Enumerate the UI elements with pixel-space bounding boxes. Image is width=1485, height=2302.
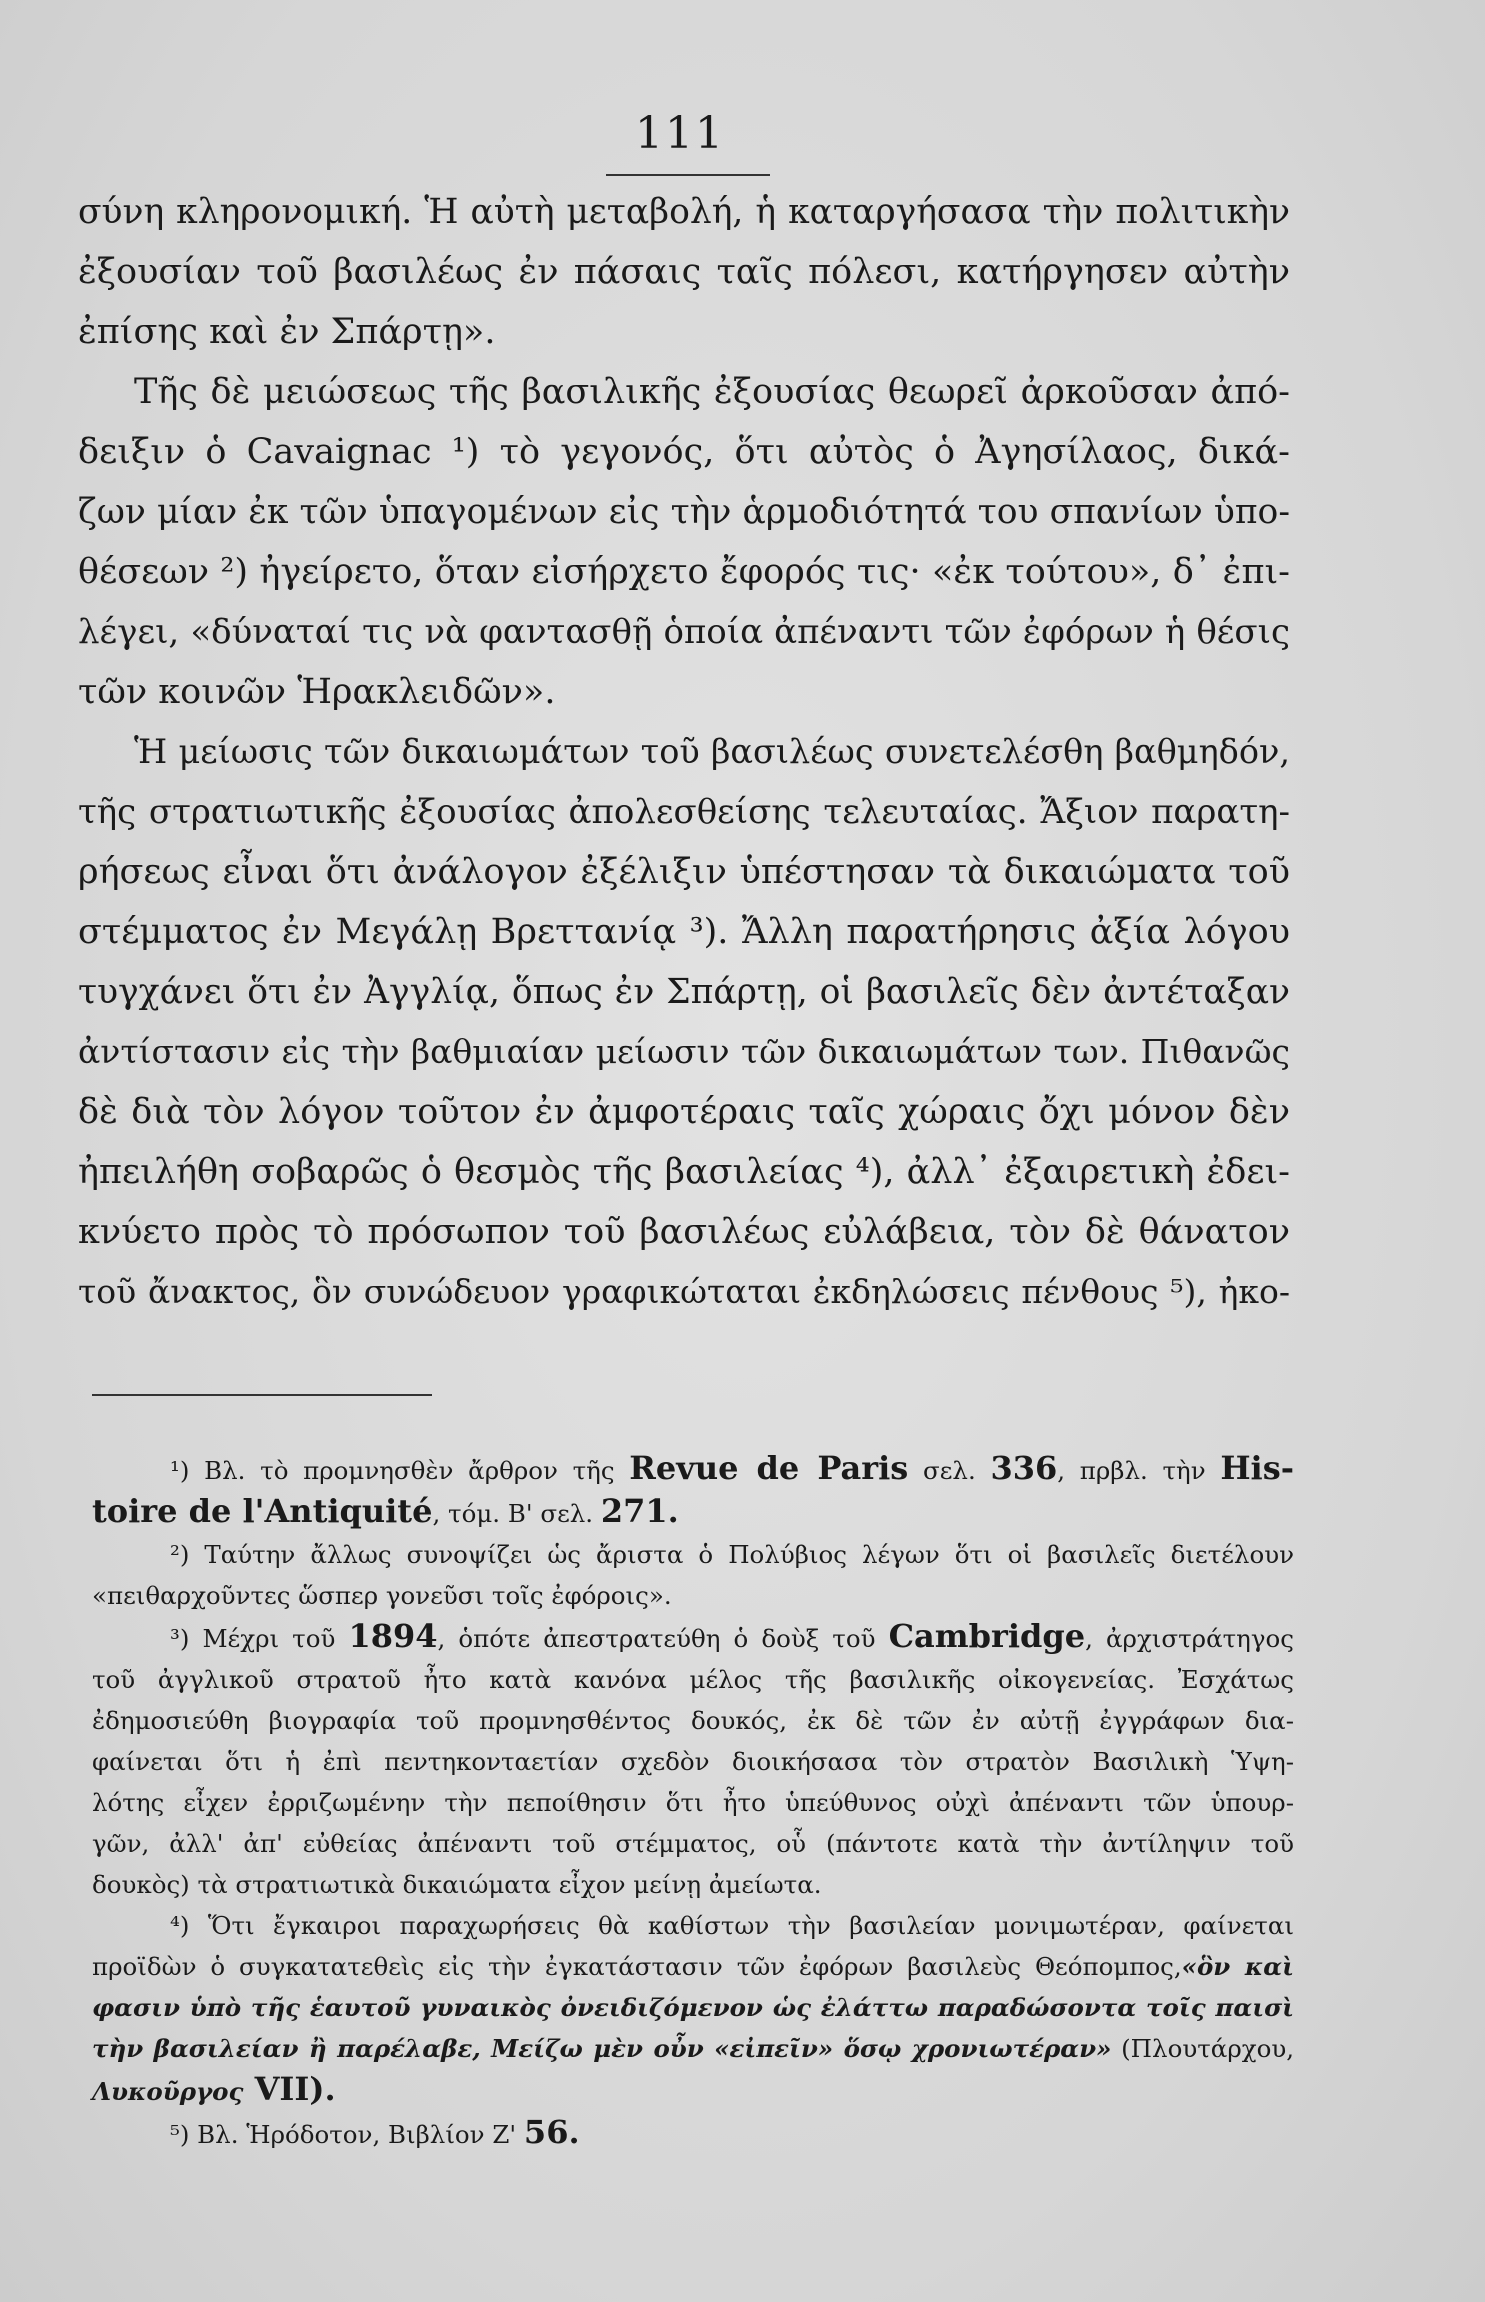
text-line: στέμματος ἐν Μεγάλῃ Βρεττανίᾳ ³). Ἄλλη παρατήρησις ἀξία λόγου	[78, 912, 1290, 952]
text-line: Ἡ μείωσις τῶν δικαιωμάτων τοῦ βασιλέως συνετελέσθη βαθμηδόν,	[134, 732, 1290, 771]
footnote-separator	[92, 1394, 432, 1396]
footnote-2-line-1: ²) Ταύτην ἄλλως συνοψίζει ὡς ἄριστα ὁ Πολύβιος λέγων ὅτι οἱ βασιλεῖς διετέλουν	[170, 1540, 1294, 1569]
footnotes	[92, 1448, 1294, 2155]
text-line: ἀντίστασιν εἰς τὴν βαθμιαίαν μείωσιν τῶν δικαιωμάτων των. Πιθανῶς	[78, 1032, 1290, 1071]
text-line: δὲ διὰ τὸν λόγον τοῦτον ἐν ἀμφοτέραις ταῖς χώραις ὄχι μόνον δὲν	[78, 1092, 1290, 1132]
page-number: 111	[635, 108, 725, 159]
footnote-3-line-1: ³) Μέχρι τοῦ 1894, ὁπότε ἀπεστρατεύθη ὁ δοὺξ τοῦ Cambridge, ἀρχιστράτηγος	[170, 1617, 1294, 1655]
footnote-3-line: δουκὸς) τὰ στρατιωτικὰ δικαιώματα εἶχον μείνῃ ἀμείωτα.	[92, 1870, 822, 1899]
footnote-2-line-2: «πειθαρχοῦντες ὥσπερ γονεῦσι τοῖς ἐφόροις».	[92, 1581, 672, 1610]
main-text	[78, 182, 1290, 1322]
footnote-4-line-2: προϊδὼν ὁ συγκατατεθεὶς εἰς τὴν ἐγκατάστασιν τῶν ἐφόρων βασιλεὺς Θεόπομπος,«ὃν καὶ	[92, 1952, 1294, 1981]
footnote-4-line-4: τὴν βασιλείαν ἢ παρέλαβε, Μείζω μὲν οὖν «εἰπεῖν» ὅσῳ χρονιωτέραν» (Πλουτάρχου,	[92, 2034, 1294, 2063]
text-line: ζων μίαν ἐκ τῶν ὑπαγομένων εἰς τὴν ἁρμοδιότητά του σπανίων ὑπο-	[78, 492, 1290, 532]
footnote-5-line-1: ⁵) Βλ. Ἡρόδοτον, Βιβλίον Ζ' 56.	[170, 2113, 580, 2151]
footnote-3-line: λότης εἶχεν ἐρριζωμένην τὴν πεποίθησιν ὅτι ἦτο ὑπεύθυνος οὐχὶ ἀπέναντι τῶν ὑπουρ-	[92, 1788, 1294, 1817]
text-line: τοῦ ἄνακτος, ὃν συνώδευον γραφικώταται ἐκδηλώσεις πένθους ⁵), ἠκο-	[78, 1272, 1290, 1311]
footnote-3-line: τοῦ ἀγγλικοῦ στρατοῦ ἦτο κατὰ κανόνα μέλος τῆς βασιλικῆς οἰκογενείας. Ἐσχάτως	[92, 1665, 1294, 1694]
footnote-3-line: γῶν, ἀλλ' ἀπ' εὐθείας ἀπέναντι τοῦ στέμματος, οὗ (πάντοτε κατὰ τὴν ἀντίληψιν τοῦ	[92, 1829, 1294, 1858]
text-line: τῆς στρατιωτικῆς ἐξουσίας ἀπολεσθείσης τελευταίας. Ἄξιον παρατη-	[78, 792, 1290, 832]
footnote-1-line-2: toire de l'Antiquité, τόμ. Β' σελ. 271.	[92, 1492, 679, 1530]
text-line: σύνη κληρονομική. Ἡ αὐτὴ μεταβολή, ἡ καταργήσασα τὴν πολιτικὴν	[78, 192, 1290, 232]
text-line: ρήσεως εἶναι ὅτι ἀνάλογον ἐξέλιξιν ὑπέστησαν τὰ δικαιώματα τοῦ	[78, 852, 1290, 892]
footnote-1-line-1: ¹) Βλ. τὸ προμνησθὲν ἄρθρον τῆς Revue de Paris σελ. 336, πρβλ. τὴν His-	[170, 1449, 1294, 1487]
footnote-4-line-1: ⁴) Ὅτι ἔγκαιροι παραχωρήσεις θὰ καθίστων τὴν βασιλείαν μονιμωτέραν, φαίνεται	[170, 1911, 1294, 1940]
text-line: Τῆς δὲ μειώσεως τῆς βασιλικῆς ἐξουσίας θεωρεῖ ἀρκοῦσαν ἀπό-	[134, 372, 1290, 412]
text-line: δειξιν ὁ Cavaignac ¹) τὸ γεγονός, ὅτι αὐτὸς ὁ Ἀγησίλαος, δικά-	[78, 432, 1290, 472]
text-line: θέσεων ²) ἠγείρετο, ὅταν εἰσήρχετο ἔφορός τις· «ἐκ τούτου», δ᾽ ἐπι-	[78, 552, 1290, 592]
footnote-3-line: φαίνεται ὅτι ἡ ἐπὶ πεντηκονταετίαν σχεδὸν διοικήσασα τὸν στρατὸν Βασιλικὴ Ὑψη-	[92, 1747, 1294, 1776]
footnote-4-line-3: φασιν ὑπὸ τῆς ἑαυτοῦ γυναικὸς ὀνειδιζόμενον ὡς ἐλάττω παραδώσοντα τοῖς παισὶ	[92, 1993, 1294, 2022]
text-line: ἠπειλήθη σοβαρῶς ὁ θεσμὸς τῆς βασιλείας ⁴), ἀλλ᾽ ἐξαιρετικὴ ἐδει-	[78, 1152, 1290, 1192]
footnote-3-line: ἐδημοσιεύθη βιογραφία τοῦ προμνησθέντος δουκός, ἐκ δὲ τῶν ἐν αὐτῇ ἐγγράφων δια-	[92, 1706, 1294, 1735]
footnote-4-line-5: Λυκοῦργος VII).	[92, 2070, 336, 2108]
text-line: λέγει, «δύναταί τις νὰ φαντασθῇ ὁποία ἀπέναντι τῶν ἐφόρων ἡ θέσις	[78, 612, 1290, 652]
page-number-rule	[606, 174, 770, 176]
text-line: κνύετο πρὸς τὸ πρόσωπον τοῦ βασιλέως εὐλάβεια, τὸν δὲ θάνατον	[78, 1212, 1290, 1252]
text-line: ἐξουσίαν τοῦ βασιλέως ἐν πάσαις ταῖς πόλεσι, κατήργησεν αὐτὴν	[78, 252, 1290, 292]
text-line: ἐπίσης καὶ ἐν Σπάρτῃ».	[78, 312, 496, 352]
text-line: τυγχάνει ὅτι ἐν Ἀγγλίᾳ, ὅπως ἐν Σπάρτῃ, οἱ βασιλεῖς δὲν ἀντέταξαν	[78, 972, 1290, 1012]
text-line: τῶν κοινῶν Ἡρακλειδῶν».	[78, 672, 556, 712]
